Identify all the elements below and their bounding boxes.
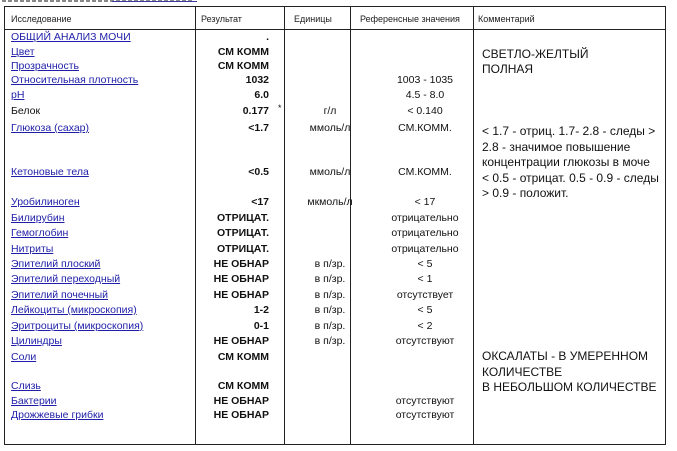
comment-line: < 1.7 - отриц. 1.7- 2.8 - следы > — [482, 124, 656, 138]
test-name[interactable]: Уробилиноген — [11, 196, 80, 208]
result-value: <1.7 — [248, 122, 269, 134]
reference-value: СМ.КОММ. — [398, 166, 452, 178]
result-value: НЕ ОБНАР — [213, 289, 269, 301]
reference-value: < 17 — [414, 196, 436, 208]
comment-line: < 0.5 - отрицат. 0.5 - 0.9 - следы — [482, 170, 659, 185]
abnormal-flag: * — [278, 103, 282, 113]
table-row — [5, 304, 665, 318]
table-row — [5, 258, 665, 272]
header-result: Результат — [201, 14, 242, 24]
test-name[interactable]: Прозрачность — [11, 60, 80, 72]
reference-value: < 0.140 — [407, 105, 443, 117]
header-comment: Комментарий — [478, 14, 535, 24]
result-value: СМ КОММ — [217, 351, 269, 363]
table-row — [5, 320, 665, 334]
test-name[interactable]: Эпителий почечный — [11, 289, 108, 301]
header-divider — [5, 29, 665, 30]
test-name[interactable]: Цвет — [11, 46, 35, 58]
reference-value: отсутствует — [396, 289, 454, 301]
header-units: Единицы — [294, 14, 332, 24]
test-name[interactable]: Эпителий переходный — [11, 273, 121, 285]
test-name[interactable]: Нитриты — [11, 243, 54, 255]
reference-value: отсутствуют — [395, 409, 455, 421]
table-row — [5, 105, 665, 119]
test-name[interactable]: Дрожжевые грибки — [11, 409, 104, 421]
result-value: 1-2 — [253, 304, 269, 316]
reference-value: 1003 - 1035 — [396, 74, 454, 86]
unit-value: в п/зр. — [314, 335, 346, 347]
table-row — [5, 89, 665, 103]
table-row — [5, 243, 665, 257]
test-name[interactable]: Кетоновые тела — [11, 166, 89, 178]
reference-value: отрицательно — [391, 243, 459, 255]
table-row — [5, 409, 665, 423]
table-row — [5, 212, 665, 226]
table-row — [5, 395, 665, 409]
table-row — [5, 227, 665, 241]
header-test: Исследование — [11, 14, 72, 24]
comment-line: > 0.9 - положит. — [482, 186, 569, 200]
reference-value: отсутствуют — [395, 395, 455, 407]
result-value: ОТРИЦАТ. — [216, 227, 269, 239]
comment-salts — [482, 349, 657, 396]
comment-line: В НЕБОЛЬШОМ КОЛИЧЕСТВЕ — [482, 380, 657, 394]
unit-value: в п/зр. — [314, 320, 346, 332]
reference-value: СМ.КОММ. — [398, 122, 452, 134]
result-value: 6.0 — [254, 89, 269, 101]
reference-value: < 2 — [417, 320, 433, 332]
comment-clarity: ПОЛНАЯ — [482, 62, 534, 76]
table-row — [5, 289, 665, 303]
comment-line: ОКСАЛАТЫ - В УМЕРЕННОМ — [482, 349, 649, 363]
test-name[interactable]: Лейкоциты (микроскопия) — [11, 304, 137, 316]
test-name[interactable]: Глюкоза (сахар) — [11, 122, 89, 134]
test-name[interactable]: ОБЩИЙ АНАЛИЗ МОЧИ — [11, 31, 131, 43]
test-name[interactable]: Слизь — [11, 380, 41, 392]
result-value: НЕ ОБНАР — [213, 258, 269, 270]
result-value: СМ КОММ — [217, 60, 269, 72]
test-name[interactable]: Соли — [11, 351, 37, 363]
test-name[interactable]: Эритроциты (микроскопия) — [11, 320, 144, 332]
table-row — [5, 273, 665, 287]
result-value: ОТРИЦАТ. — [216, 212, 269, 224]
reference-value: отрицательно — [391, 227, 459, 239]
result-value: ОТРИЦАТ. — [216, 243, 269, 255]
top-cropped-text — [2, 0, 197, 3]
result-value: НЕ ОБНАР — [213, 335, 269, 347]
table-row — [5, 31, 665, 45]
result-value: 0.177 — [242, 105, 269, 117]
comment-line: КОЛИЧЕСТВЕ — [482, 364, 563, 379]
table-row — [5, 335, 665, 349]
unit-value: в п/зр. — [314, 289, 346, 301]
unit-value: в п/зр. — [314, 304, 346, 316]
result-value: СМ КОММ — [217, 46, 269, 58]
reference-value: < 1 — [417, 273, 433, 285]
reference-value: 4.5 - 8.0 — [405, 89, 445, 101]
table-row — [5, 74, 665, 88]
reference-value: < 5 — [417, 258, 433, 270]
unit-value: ммоль/л — [309, 122, 351, 134]
header-reference: Референсные значения — [360, 14, 460, 24]
unit-value: в п/зр. — [314, 258, 346, 270]
result-value: СМ КОММ — [217, 380, 269, 392]
test-name[interactable]: Относительная плотность — [11, 74, 139, 86]
comment-line: 2.8 - значимое повышение — [482, 139, 631, 154]
test-name: Белок — [11, 105, 41, 117]
comment-line: концентрации глюкозы в моче — [482, 155, 650, 169]
unit-value: мкмоль/л — [307, 196, 353, 208]
result-value: <17 — [251, 196, 269, 208]
comment-glucose — [482, 124, 659, 202]
test-name[interactable]: Гемоглобин — [11, 227, 69, 239]
result-value: НЕ ОБНАР — [213, 273, 269, 285]
result-value: 0-1 — [253, 320, 269, 332]
unit-value: г/л — [323, 105, 337, 117]
test-name[interactable]: Билирубин — [11, 212, 65, 224]
result-value: НЕ ОБНАР — [213, 395, 269, 407]
result-value: НЕ ОБНАР — [213, 409, 269, 421]
reference-value: отсутствуют — [395, 335, 455, 347]
unit-value: в п/зр. — [314, 273, 346, 285]
result-value: . — [266, 31, 269, 43]
result-value: <0.5 — [248, 166, 269, 178]
unit-value: ммоль/л — [309, 166, 351, 178]
test-name[interactable]: Эпителий плоский — [11, 258, 101, 270]
test-name[interactable]: Цилиндры — [11, 335, 62, 347]
results-table — [4, 6, 666, 445]
reference-value: отрицательно — [391, 212, 459, 224]
test-name[interactable]: pH — [11, 89, 25, 101]
reference-value: < 5 — [417, 304, 433, 316]
test-name[interactable]: Бактерии — [11, 395, 57, 407]
comment-color: СВЕТЛО-ЖЕЛТЫЙ — [482, 47, 589, 61]
result-value: 1032 — [245, 74, 269, 86]
